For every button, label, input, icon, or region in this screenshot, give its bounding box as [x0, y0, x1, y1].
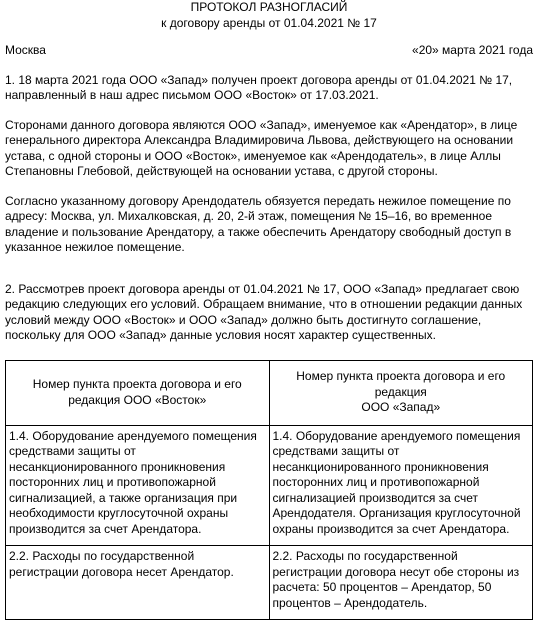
paragraph-4: 2. Рассмотрев проект договора аренды от 01.04.2021 № 17, ООО «Запад» предлагает свою редакцию следующих его условий. Обращаем внимание, что в отношении редакции данных условий между ООО «Восток» и ООО «Запад» должно быть достигнуто соглашение, поскольку для ООО «Запад» данные условия носят характер существенных.: [5, 282, 533, 344]
disagreements-table: [5, 360, 533, 620]
title-subtitle: к договору аренды от 01.04.2021 № 17: [5, 16, 533, 32]
cell-zapad-2-2: 2.2. Расходы по государственной регистрации договора несут обе стороны из расчета: 50 процентов – Арендатор, 50 процентов – Арендодатель.: [269, 546, 533, 620]
place-label: Москва: [5, 43, 46, 59]
header-zapad-text: Номер пункта проекта договора и его редакция: [278, 369, 525, 400]
cell-vostok-2-2: 2.2. Расходы по государственной регистрации договора несет Арендатор.: [6, 546, 270, 620]
header-cell-vostok: [6, 360, 270, 425]
table-row: [6, 546, 533, 620]
place-date-row: [5, 43, 533, 59]
header-zapad-org: ООО «Запад»: [278, 400, 525, 416]
date-label: «20» марта 2021 года: [412, 43, 533, 59]
header-cell-zapad: [269, 360, 533, 425]
cell-zapad-1-4: 1.4. Оборудование арендуемого помещения средствами защиты от несанкционированного проникновения посторонних лиц и противопожарной сигнализацией производится за счет Арендодателя. Организация круглосуточной охраны производится за счет Арендатора.: [269, 425, 533, 546]
cell-vostok-1-4: 1.4. Оборудование арендуемого помещения средствами защиты от несанкционированного проникновения посторонних лиц и противопожарной сигнализацией, а также организация при необходимости круглосуточной охраны производится за счет Арендатора.: [6, 425, 270, 546]
paragraph-3: Согласно указанному договору Арендодатель обязуется передать нежилое помещение по адресу: Москва, ул. Михалковская, д. 20, 2-й этаж, помещения № 15–16, во временное владение и пользование Арендатору, а также обеспечить Арендатору свободный доступ в указанное нежилое помещение.: [5, 194, 533, 256]
header-vostok-text: Номер пункта проекта договора и его редакция ООО «Восток»: [33, 377, 242, 407]
title-main: ПРОТОКОЛ РАЗНОГЛАСИЙ: [5, 0, 533, 16]
table-header-row: [6, 360, 533, 425]
document-title: [5, 0, 533, 31]
table-row: [6, 425, 533, 546]
paragraph-1: 1. 18 марта 2021 года ООО «Запад» получен проект договора аренды от 01.04.2021 № 17, направленный в наш адрес письмом ООО «Восток» от 17.03.2021.: [5, 73, 533, 104]
paragraph-2: Сторонами данного договора являются ООО «Запад», именуемое как «Арендатор», в лице генерального директора Александра Владимировича Львова, действующего на основании устава, с одной стороны и ООО «Восток», именуемое как «Арендодатель», в лице Аллы Степановны Глебовой, действующей на основании устава, с другой стороны.: [5, 118, 533, 180]
